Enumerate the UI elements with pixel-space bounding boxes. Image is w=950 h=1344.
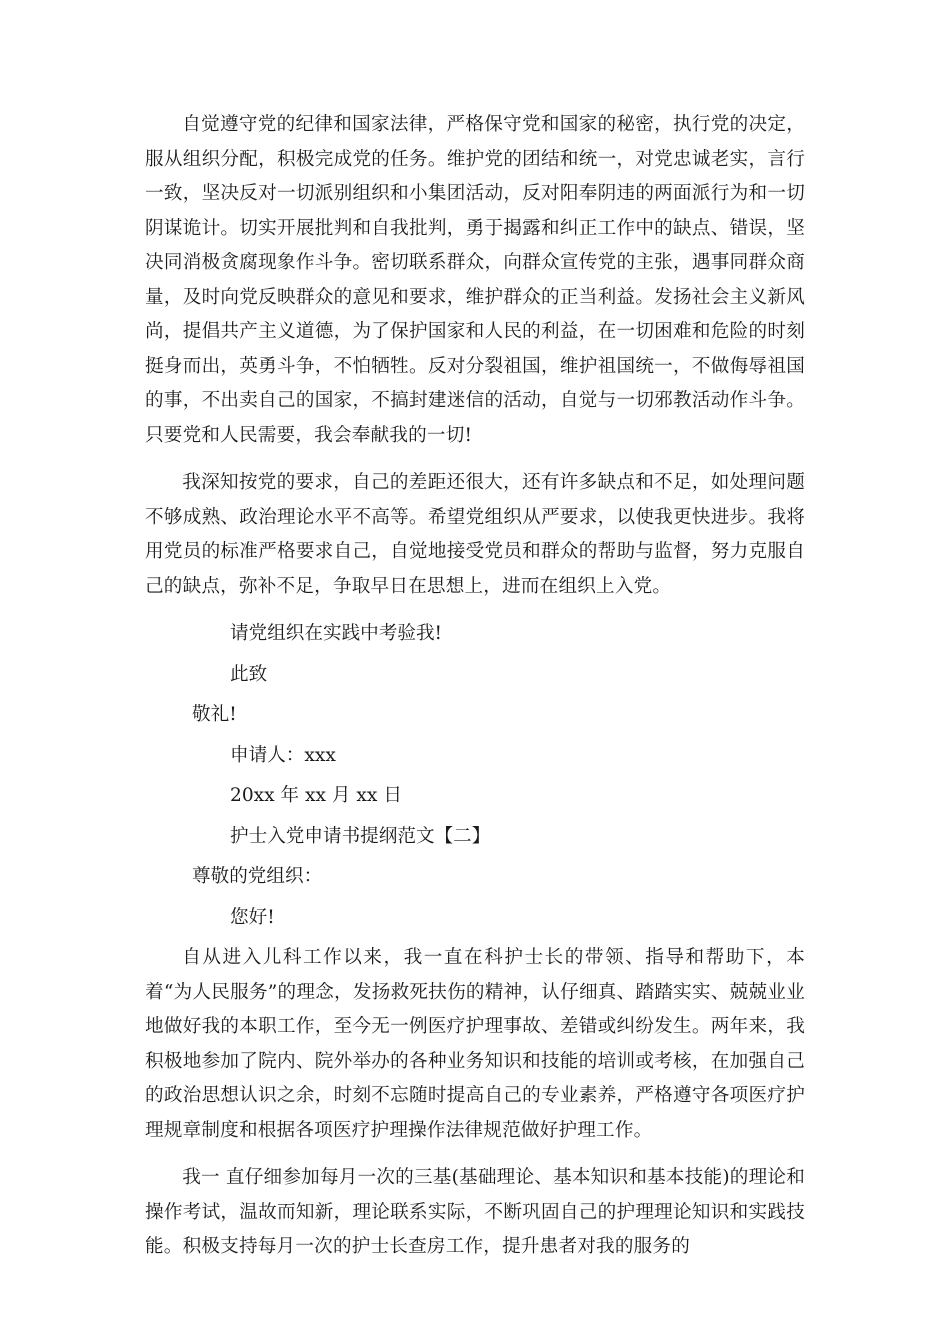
signature-date: 20xx 年 xx 月 xx 日	[230, 785, 402, 806]
closing-salutation-2: 敬礼!	[192, 704, 237, 725]
closing-request: 请党组织在实践中考验我!	[230, 623, 443, 644]
paragraph-self-assessment: 我深知按党的要求，自己的差距还很大，还有许多缺点和不足，如处理问题不够成熟、政治理论水平不高等。希望党组织从严要求，以使我更快进步。我将用党员的标准严格要求自己，自觉地接受党员和群众的帮助与监督，努力克服自己的缺点，弥补不足，争取早日在思想上，进而在组织上入党。	[145, 472, 805, 597]
section-title: 护士入党申请书提纲范文【二】	[230, 825, 491, 847]
paragraph-training: 我一 直仔细参加每月一次的三基(基础理论、基本知识和基本技能)的理论和操作考试，温故而知新，理论联系实际，不断巩固自己的护理理论知识和实践技能。积极支持每月一次的护士长查房工作，提升患者对我的服务的	[145, 1167, 805, 1257]
applicant-signature: 申请人：xxx	[230, 744, 336, 766]
paragraph-pediatric-work: 自从进入儿科工作以来，我一直在科护士长的带领、指导和帮助下，本着“为人民服务”的理念，发扬救死扶伤的精神，认仔细真、踏踏实实、兢兢业业地做好我的本职工作，至今无一例医疗护理事故、差错或纠纷发生。两年来，我积极地参加了院内、院外举办的各种业务知识和技能的培训或考核，在加强自己的政治思想认识之余，时刻不忘随时提高自己的专业素养，严格遵守各项医疗护理规章制度和根据各项医疗护理操作法律规范做好护理工作。	[145, 947, 805, 1141]
document-body	[145, 108, 805, 1265]
greeting-addressee: 尊敬的党组织：	[192, 866, 323, 887]
paragraph-party-discipline: 自觉遵守党的纪律和国家法律，严格保守党和国家的秘密，执行党的决定，服从组织分配，积极完成党的任务。维护党的团结和统一，对党忠诚老实，言行一致，坚决反对一切派别组织和小集团活动，反对阳奉阴违的两面派行为和一切阴谋诡计。切实开展批判和自我批判，勇于揭露和纠正工作中的缺点、错误，坚决同消极贪腐现象作斗争。密切联系群众，向群众宣传党的主张，遇事同群众商量，及时向党反映群众的意见和要求，维护群众的正当利益。发扬社会主义新风尚，提倡共产主义道德，为了保护国家和人民的利益，在一切困难和危险的时刻挺身而出，英勇斗争，不怕牺牲。反对分裂祖国，维护祖国统一，不做侮辱祖国的事，不出卖自己的国家，不搞封建迷信的活动，自觉与一切邪教活动作斗争。只要党和人民需要，我会奉献我的一切!	[145, 114, 805, 446]
greeting-hello: 您好!	[230, 906, 275, 928]
closing-salutation-1: 此致	[230, 663, 268, 685]
